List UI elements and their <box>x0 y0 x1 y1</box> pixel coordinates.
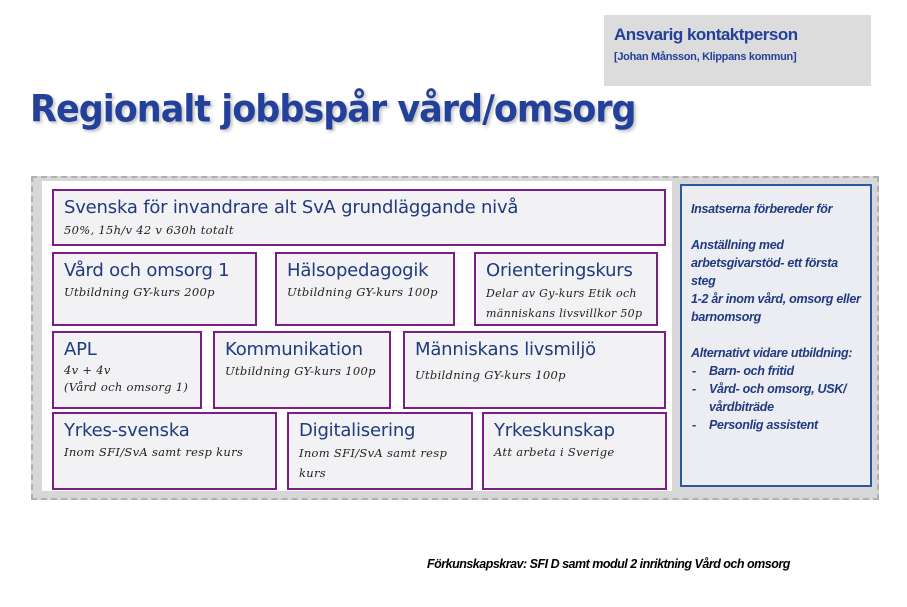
course-title: APL <box>64 339 97 360</box>
course-details: 50%, 15h/v 42 v 630h totalt <box>64 223 234 237</box>
course-box-yrkes-svenska <box>52 412 277 490</box>
alternative-item: - Barn- och fritid <box>691 362 861 380</box>
alternative-heading: Alternativt vidare utbildning: <box>691 346 853 360</box>
course-title: Yrkeskunskap <box>494 420 615 441</box>
course-details: Att arbeta i Sverige <box>494 445 615 459</box>
course-box-yrkeskunskap <box>482 412 667 490</box>
apl-weeks: 4v + 4v <box>64 363 111 377</box>
apl-course: (Vård och omsorg 1) <box>64 380 189 394</box>
course-details: Utbildning GY-kurs 100p <box>287 285 438 299</box>
course-details: Delar av Gy-kurs Etik och människans livsvillkor 50p <box>486 287 643 320</box>
outcome-employment: Anställning med arbetsgivarstöd- ett första steg <box>691 238 838 288</box>
course-box-orienteringskurs <box>474 252 658 326</box>
course-details: Inom SFI/SvA samt resp kurs <box>64 445 244 459</box>
contact-title: Ansvarig kontaktperson <box>614 25 798 44</box>
alternative-list <box>691 362 861 434</box>
outcome-duration: 1-2 år inom vård, omsorg eller barnomsorg <box>691 292 861 324</box>
prerequisites-note: Förkunskapskrav: SFI D samt modul 2 inriktning Vård och omsorg <box>427 557 790 571</box>
course-title: Vård och omsorg 1 <box>64 260 230 281</box>
contact-box <box>604 15 871 86</box>
alternative-item: - Vård- och omsorg, USK/ vårdbiträde <box>691 380 861 416</box>
course-title: Yrkes-svenska <box>64 420 190 441</box>
course-details: Utbildning GY-kurs 100p <box>225 364 376 378</box>
course-details <box>64 362 190 396</box>
course-box-kommunikation <box>213 331 391 409</box>
page-title: Regionalt jobbspår vård/omsorg <box>30 88 636 132</box>
outcome-intro: Insatserna förbereder för <box>691 202 833 216</box>
course-details: Inom SFI/SvA samt resp kurs <box>299 446 448 480</box>
course-details: Utbildning GY-kurs 200p <box>64 285 215 299</box>
alternative-item: - Personlig assistent <box>691 416 861 434</box>
course-box-sfi <box>52 189 666 246</box>
course-box-manniskans-livsmiljo <box>403 331 666 409</box>
course-box-apl <box>52 331 202 409</box>
course-box-vard-omsorg-1 <box>52 252 257 326</box>
course-title: Hälsopedagogik <box>287 260 429 281</box>
course-title: Digitalisering <box>299 420 416 441</box>
course-title: Människans livsmiljö <box>415 339 596 360</box>
course-box-halsopedagogik <box>275 252 455 326</box>
course-title: Svenska för invandrare alt SvA grundläggande nivå <box>64 197 519 218</box>
contact-person: [Johan Månsson, Klippans kommun] <box>614 51 797 63</box>
outcome-box <box>680 184 872 487</box>
course-title: Kommunikation <box>225 339 363 360</box>
course-title: Orienteringskurs <box>486 260 633 281</box>
course-box-digitalisering <box>287 412 473 490</box>
course-details: Utbildning GY-kurs 100p <box>415 368 566 382</box>
